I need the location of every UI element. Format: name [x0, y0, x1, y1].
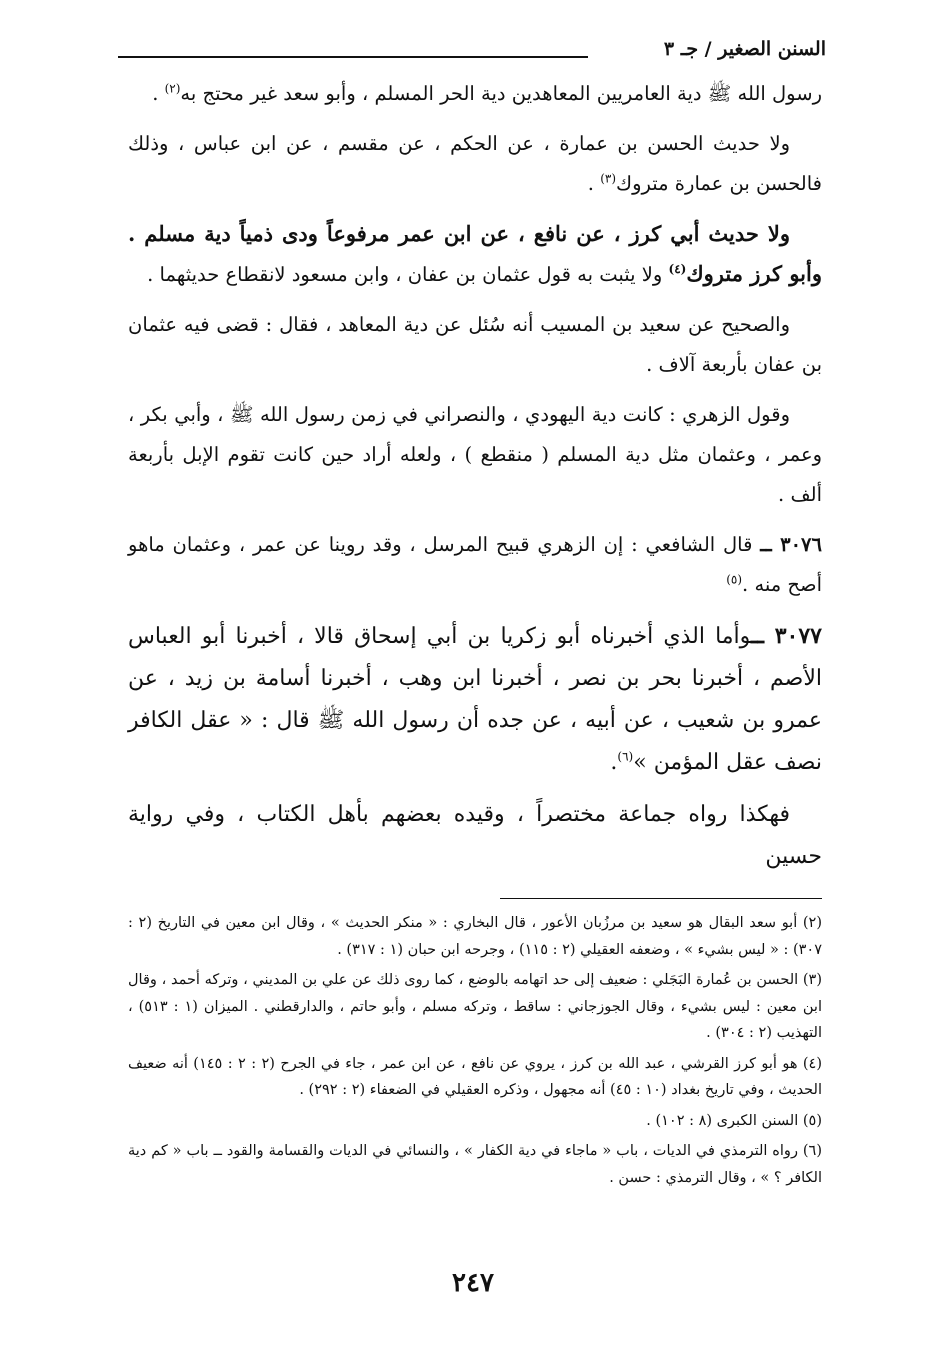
footnote: (٢) أبو سعد البقال هو سعيد بن مرزُبان الأعور ، قال البخاري : « منكر الحديث » ، وقال ابن معين في التاريخ (٢ : ٣٠٧) : « ليس بشيء » ، وضعفه العقيلي (٢ : ١١٥) ، وجرحه ابن حبان (١ : ٣١٧) .: [128, 915, 822, 958]
paragraph-tail: ولا يثبت به قول عثمان بن عفان ، وابن مسعود لانقطاع حديثهما .: [147, 263, 669, 286]
paragraph-text: فهكذا رواه جماعة مختصراً ، وقيده بعضهم بأهل الكتاب ، وفي رواية حسين: [128, 802, 822, 869]
hadith-3076: [128, 525, 822, 605]
paragraph-tail: .: [610, 750, 618, 775]
header-rule: [118, 56, 588, 58]
paragraph-tail: .: [152, 82, 165, 105]
paragraph: [128, 794, 822, 878]
paragraph-text: وأما الذي أخبرناه أبو زكريا بن أبي إسحاق قالا ، أخبرنا أبو العباس الأصم ، أخبرنا بحر بن نصر ، أخبرنا ابن وهب ، أخبرنا أسامة بن زيد ، عن عمرو بن شعيب ، عن أبيه ، عن جده أن رسول الله ﷺ قال : « عقل الكافر نصف عقل المؤمن »: [128, 624, 822, 775]
footnote-ref: (٦): [617, 749, 634, 764]
paragraph: [128, 124, 822, 204]
main-text: [128, 74, 822, 888]
running-header: [118, 38, 826, 68]
hadith-3077: [128, 615, 822, 784]
footnote-ref: (٤): [668, 262, 687, 276]
paragraph-text: ولا حديث الحسن بن عمارة ، عن الحكم ، عن مقسم ، عن ابن عباس ، وذلك فالحسن بن عمارة متروك: [128, 132, 822, 195]
footnote-separator: [500, 898, 822, 899]
footnote: (٤) هو أبو كرز القرشي ، عبد الله بن كرز ، يروي عن نافع ، عن ابن عمر ، جاء في الجرح (٢ : ٢ : ١٤٥) أنه ضعيف الحديث ، وفي تاريخ بغداد (١٠ : ٤٥) أنه مجهول ، وذكره العقيلي في الضعفاء (٢ : ٢٩٢) .: [128, 1055, 823, 1098]
footnote: (٥) السنن الكبرى (٨ : ١٠٢) .: [646, 1112, 822, 1129]
paragraph-text: ولا حديث أبي كرز ، عن نافع ، عن ابن عمر مرفوعاً ودى ذمياً دية مسلم . وأبو كرز متروك: [128, 221, 822, 286]
footnote: (٦) رواه الترمذي في الديات ، باب « ماجاء في دية الكفار » ، والنسائي في الديات والقسامة والقود ــ باب « كم دية الكافر ؟ » ، وقال الترمذي : حسن .: [128, 1143, 822, 1186]
footnote-ref: (٢): [164, 81, 181, 96]
hadith-number: ٣٠٧٧ ــ: [751, 623, 822, 649]
paragraph-tail: .: [587, 172, 601, 195]
header-title: السنن الصغير / جـ ٣: [663, 38, 826, 60]
footnotes: [128, 910, 822, 1195]
paragraph: [128, 305, 822, 385]
paragraph-text: قال الشافعي : إن الزهري قبيح المرسل ، وقد روينا عن عمر ، وعثمان ماهو أصح منه .: [128, 533, 822, 596]
hadith-number: ٣٠٧٦ ــ: [760, 533, 822, 556]
footnote-ref: (٣): [600, 171, 617, 186]
paragraph: [128, 74, 822, 114]
paragraph-text: والصحيح عن سعيد بن المسيب أنه سُئل عن دية المعاهد ، فقال : قضى فيه عثمان بن عفان بأربعة آلاف .: [128, 313, 822, 376]
paragraph: [128, 214, 822, 295]
paragraph-text: وقول الزهري : كانت دية اليهودي ، والنصراني في زمن رسول الله ﷺ ، وأبي بكر ، وعمر ، وعثمان مثل دية المسلم ( منقطع ) ، ولعله أراد حين كانت تقوم الإبل بأربعة ألف .: [128, 403, 822, 506]
paragraph-text: رسول الله ﷺ دية العامريين المعاهدين دية الحر المسلم ، وأبو سعد غير محتج به: [180, 82, 822, 105]
footnote-ref: (٥): [726, 572, 743, 587]
page-number: ٢٤٧: [452, 1268, 494, 1298]
footnote: (٣) الحسن بن عُمارة البَجَلي : ضعيف إلى حد اتهامه بالوضع ، كما روى ذلك عن علي بن المديني ، وتركه أحمد ، وقال ابن معين : ليس بشيء ، وقال الجوزجاني : ساقط ، وتركه مسلم ، وأبو حاتم ، والدارقطني . الميزان (١ : ٥١٣) ، التهذيب (٢ : ٣٠٤) .: [128, 972, 822, 1041]
paragraph: [128, 395, 822, 515]
